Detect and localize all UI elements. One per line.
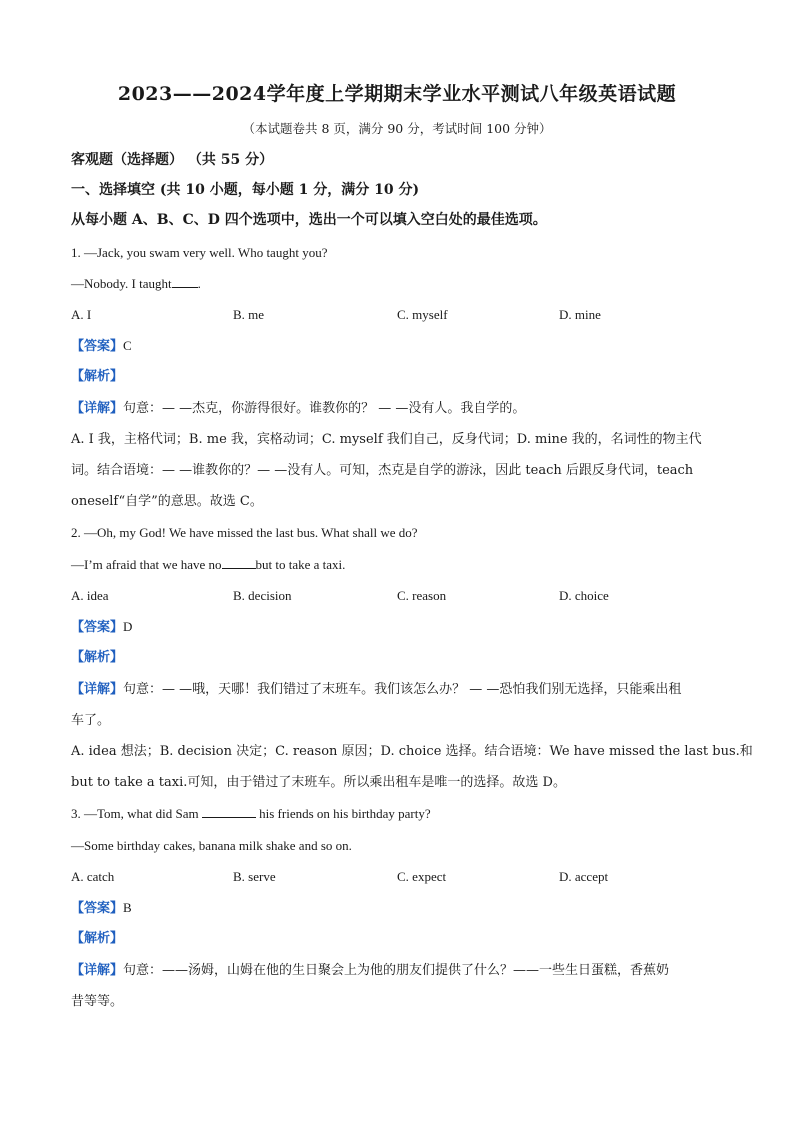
question-3-answer — [71, 900, 132, 917]
question-3-option-d: D. accept — [559, 869, 609, 884]
question-3-analysis — [71, 931, 123, 947]
instruction: 从每小题 A、B、C、D 四个选项中，选出一个可以填入空白处的最佳选项。 — [71, 212, 547, 228]
question-1-detail-line-2: A. I 我，主格代词；B. me 我，宾格动词；C. myself 我们自己，反身代词；D. mine 我的，名词性的物主代 — [71, 432, 702, 447]
question-2-option-b: B. decision — [233, 588, 292, 603]
answer-value: D — [123, 619, 133, 634]
answer-label: 【答案】 — [71, 339, 124, 354]
detail-text: 句意：— —哦，天哪！我们错过了末班车。我们该怎么办？ — —恐怕我们别无选择，只能乘出租 — [123, 682, 682, 697]
detail-text: 句意：— —杰克，你游得很好。谁教你的？ — —没有人。我自学的。 — [123, 401, 526, 416]
answer-value: B — [123, 900, 132, 915]
question-2-answer — [71, 619, 132, 636]
question-2-detail-line-3: A. idea 想法；B. decision 决定；C. reason 原因；D. choice 选择。结合语境：We have missed the last bus.和 — [71, 744, 753, 759]
question-1-answer — [71, 338, 132, 355]
question-3-reply: —Some birthday cakes, banana milk shake and so on. — [71, 838, 352, 853]
question-1-detail-line-4: oneself“自学”的意思。故选 C。 — [71, 494, 263, 509]
answer-value: C — [123, 338, 132, 353]
section-header: 客观题（选择题） （共 55 分） — [71, 152, 274, 168]
part-header: 一、选择填空 (共 10 小题，每小题 1 分，满分 10 分) — [71, 182, 420, 198]
question-1-option-c: C. myself — [397, 307, 448, 322]
question-1-reply-after: . — [197, 276, 201, 291]
question-2-analysis — [71, 650, 123, 666]
question-2-stem: 2. —Oh, my God! We have missed the last bus. What shall we do? — [71, 525, 418, 540]
detail-label: 【详解】 — [71, 682, 124, 697]
question-2-option-d: D. choice — [559, 588, 609, 603]
question-2-reply-before: —I’m afraid that we have no — [71, 557, 222, 572]
question-2-option-c: C. reason — [397, 588, 447, 603]
question-1-analysis — [71, 369, 123, 385]
question-1-detail-line-1 — [71, 401, 525, 417]
question-1-stem: 1. —Jack, you swam very well. Who taught you? — [71, 245, 328, 260]
blank — [202, 806, 256, 818]
question-2-detail-line-4: but to take a taxi.可知，由于错过了末班车。所以乘出租车是唯一的选择。故选 D。 — [71, 775, 566, 790]
analysis-label: 【解析】 — [71, 931, 124, 946]
question-3-stem — [71, 806, 431, 822]
question-2-reply — [71, 557, 345, 573]
question-3-stem-after: his friends on his birthday party? — [259, 806, 431, 821]
question-1-detail-line-3: 词。结合语境：— —谁教你的？— —没有人。可知，杰克是自学的游泳，因此 teach 后跟反身代词，teach — [71, 463, 694, 478]
question-3-detail-line-2: 昔等等。 — [71, 994, 124, 1009]
detail-label: 【详解】 — [71, 963, 124, 978]
question-2-reply-after: but to take a taxi. — [255, 557, 346, 572]
question-2-detail-line-2: 车了。 — [71, 713, 111, 728]
question-2-detail-line-1 — [71, 682, 681, 698]
question-3-detail-line-1 — [71, 963, 669, 979]
question-1-reply-before: —Nobody. I taught — [71, 276, 172, 291]
question-2-option-a: A. idea — [71, 588, 109, 603]
question-1-reply — [71, 276, 201, 292]
exam-subtitle: （本试题卷共 8 页，满分 90 分，考试时间 100 分钟） — [242, 121, 552, 136]
question-3-option-a: A. catch — [71, 869, 115, 884]
answer-label: 【答案】 — [71, 620, 124, 635]
analysis-label: 【解析】 — [71, 650, 124, 665]
question-3-option-b: B. serve — [233, 869, 276, 884]
detail-label: 【详解】 — [71, 401, 124, 416]
detail-text: 句意：——汤姆，山姆在他的生日聚会上为他的朋友们提供了什么？——一些生日蛋糕，香蕉奶 — [123, 963, 670, 978]
exam-title: 2023——2024学年度上学期期末学业水平测试八年级英语试题 — [117, 83, 677, 105]
analysis-label: 【解析】 — [71, 369, 124, 384]
question-3-stem-before: 3. —Tom, what did Sam — [71, 806, 199, 821]
answer-label: 【答案】 — [71, 901, 124, 916]
blank — [172, 276, 198, 288]
blank — [222, 557, 256, 569]
question-1-option-b: B. me — [233, 307, 265, 322]
question-1-option-a: A. I — [71, 307, 92, 322]
question-3-option-c: C. expect — [397, 869, 447, 884]
question-1-option-d: D. mine — [559, 307, 601, 322]
